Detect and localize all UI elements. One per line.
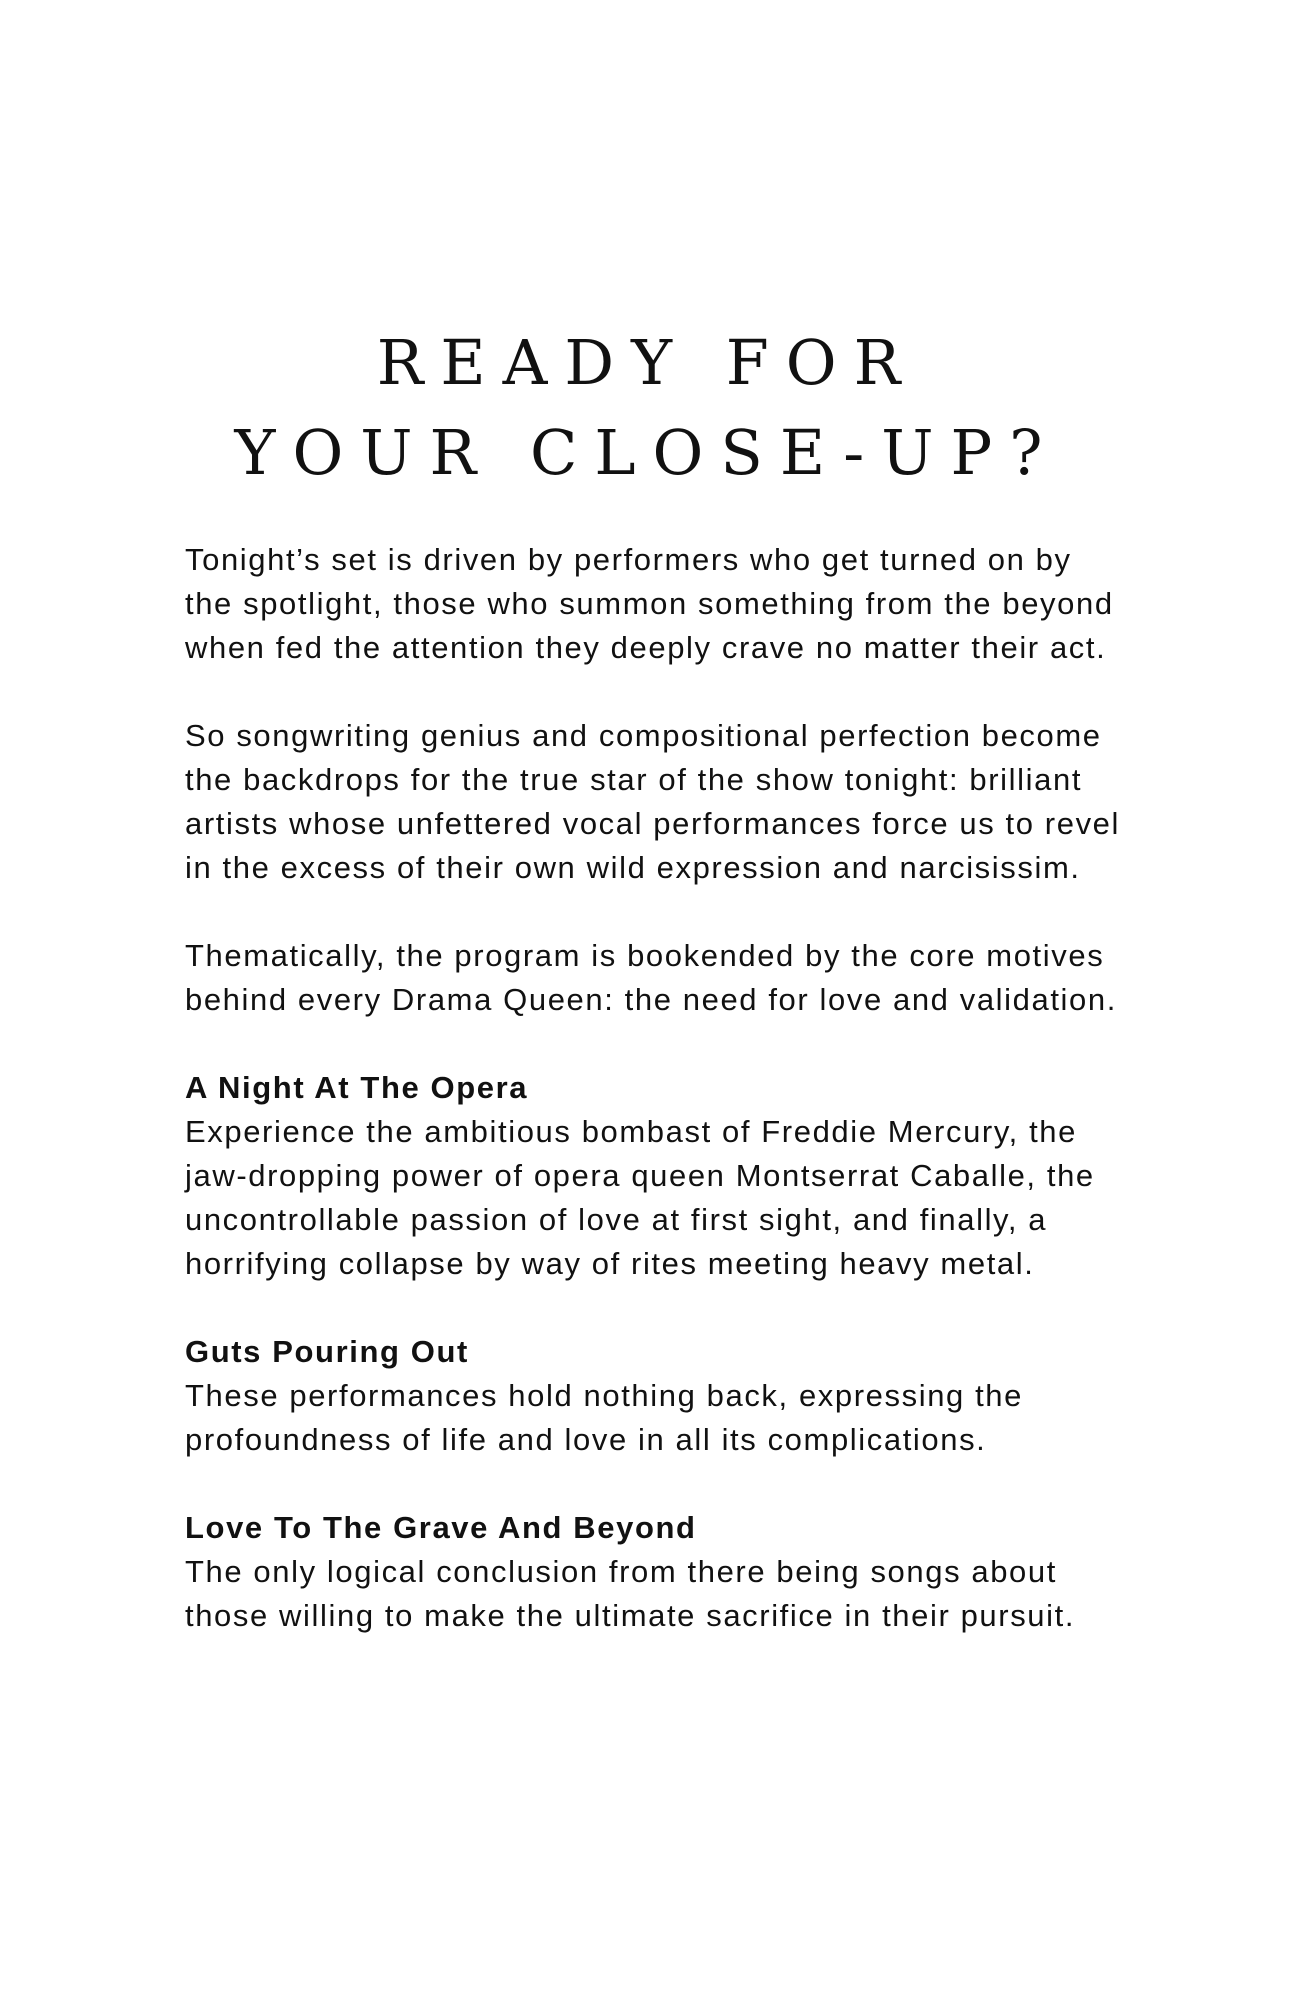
section-heading: Guts Pouring Out — [185, 1334, 469, 1369]
page-title — [0, 318, 1294, 498]
text-line: Tonight’s set is driven by performers who get turned on by — [185, 542, 1072, 577]
text-line: The only logical conclusion from there being songs about — [185, 1554, 1057, 1589]
text-line: artists whose unfettered vocal performances force us to revel — [185, 806, 1120, 841]
intro-paragraph-1 — [185, 538, 1114, 670]
text-line: those willing to make the ultimate sacrifice in their pursuit. — [185, 1598, 1076, 1633]
section-guts-pouring-out — [185, 1330, 1105, 1462]
text-line: Thematically, the program is bookended by the core motives — [185, 938, 1105, 973]
text-line: behind every Drama Queen: the need for love and validation. — [185, 982, 1117, 1017]
text-line: the spotlight, those who summon something from the beyond — [185, 586, 1114, 621]
intro-paragraph-2 — [185, 714, 1120, 890]
section-love-to-the-grave — [185, 1506, 1105, 1638]
text-line: So songwriting genius and compositional perfection become — [185, 718, 1102, 753]
text-line: Experience the ambitious bombast of Freddie Mercury, the — [185, 1114, 1077, 1149]
text-line: jaw-dropping power of opera queen Montserrat Caballe, the — [185, 1158, 1095, 1193]
intro-paragraph-3 — [185, 934, 1117, 1022]
section-heading: Love To The Grave And Beyond — [185, 1510, 697, 1545]
text-line: These performances hold nothing back, expressing the — [185, 1378, 1023, 1413]
text-line: when fed the attention they deeply crave no matter their act. — [185, 630, 1107, 665]
title-line-2: YOUR CLOSE-UP? — [234, 416, 1060, 489]
text-line: in the excess of their own wild expression and narcisissim. — [185, 850, 1081, 885]
section-night-at-the-opera — [185, 1066, 1105, 1286]
text-line: uncontrollable passion of love at first sight, and finally, a — [185, 1202, 1048, 1237]
text-line: the backdrops for the true star of the show tonight: brilliant — [185, 762, 1083, 797]
title-line-1: READY FOR — [376, 326, 918, 399]
section-heading: A Night At The Opera — [185, 1070, 529, 1105]
text-line: horrifying collapse by way of rites meeting heavy metal. — [185, 1246, 1035, 1281]
program-notes — [185, 538, 1120, 1682]
text-line: profoundness of life and love in all its complications. — [185, 1422, 987, 1457]
